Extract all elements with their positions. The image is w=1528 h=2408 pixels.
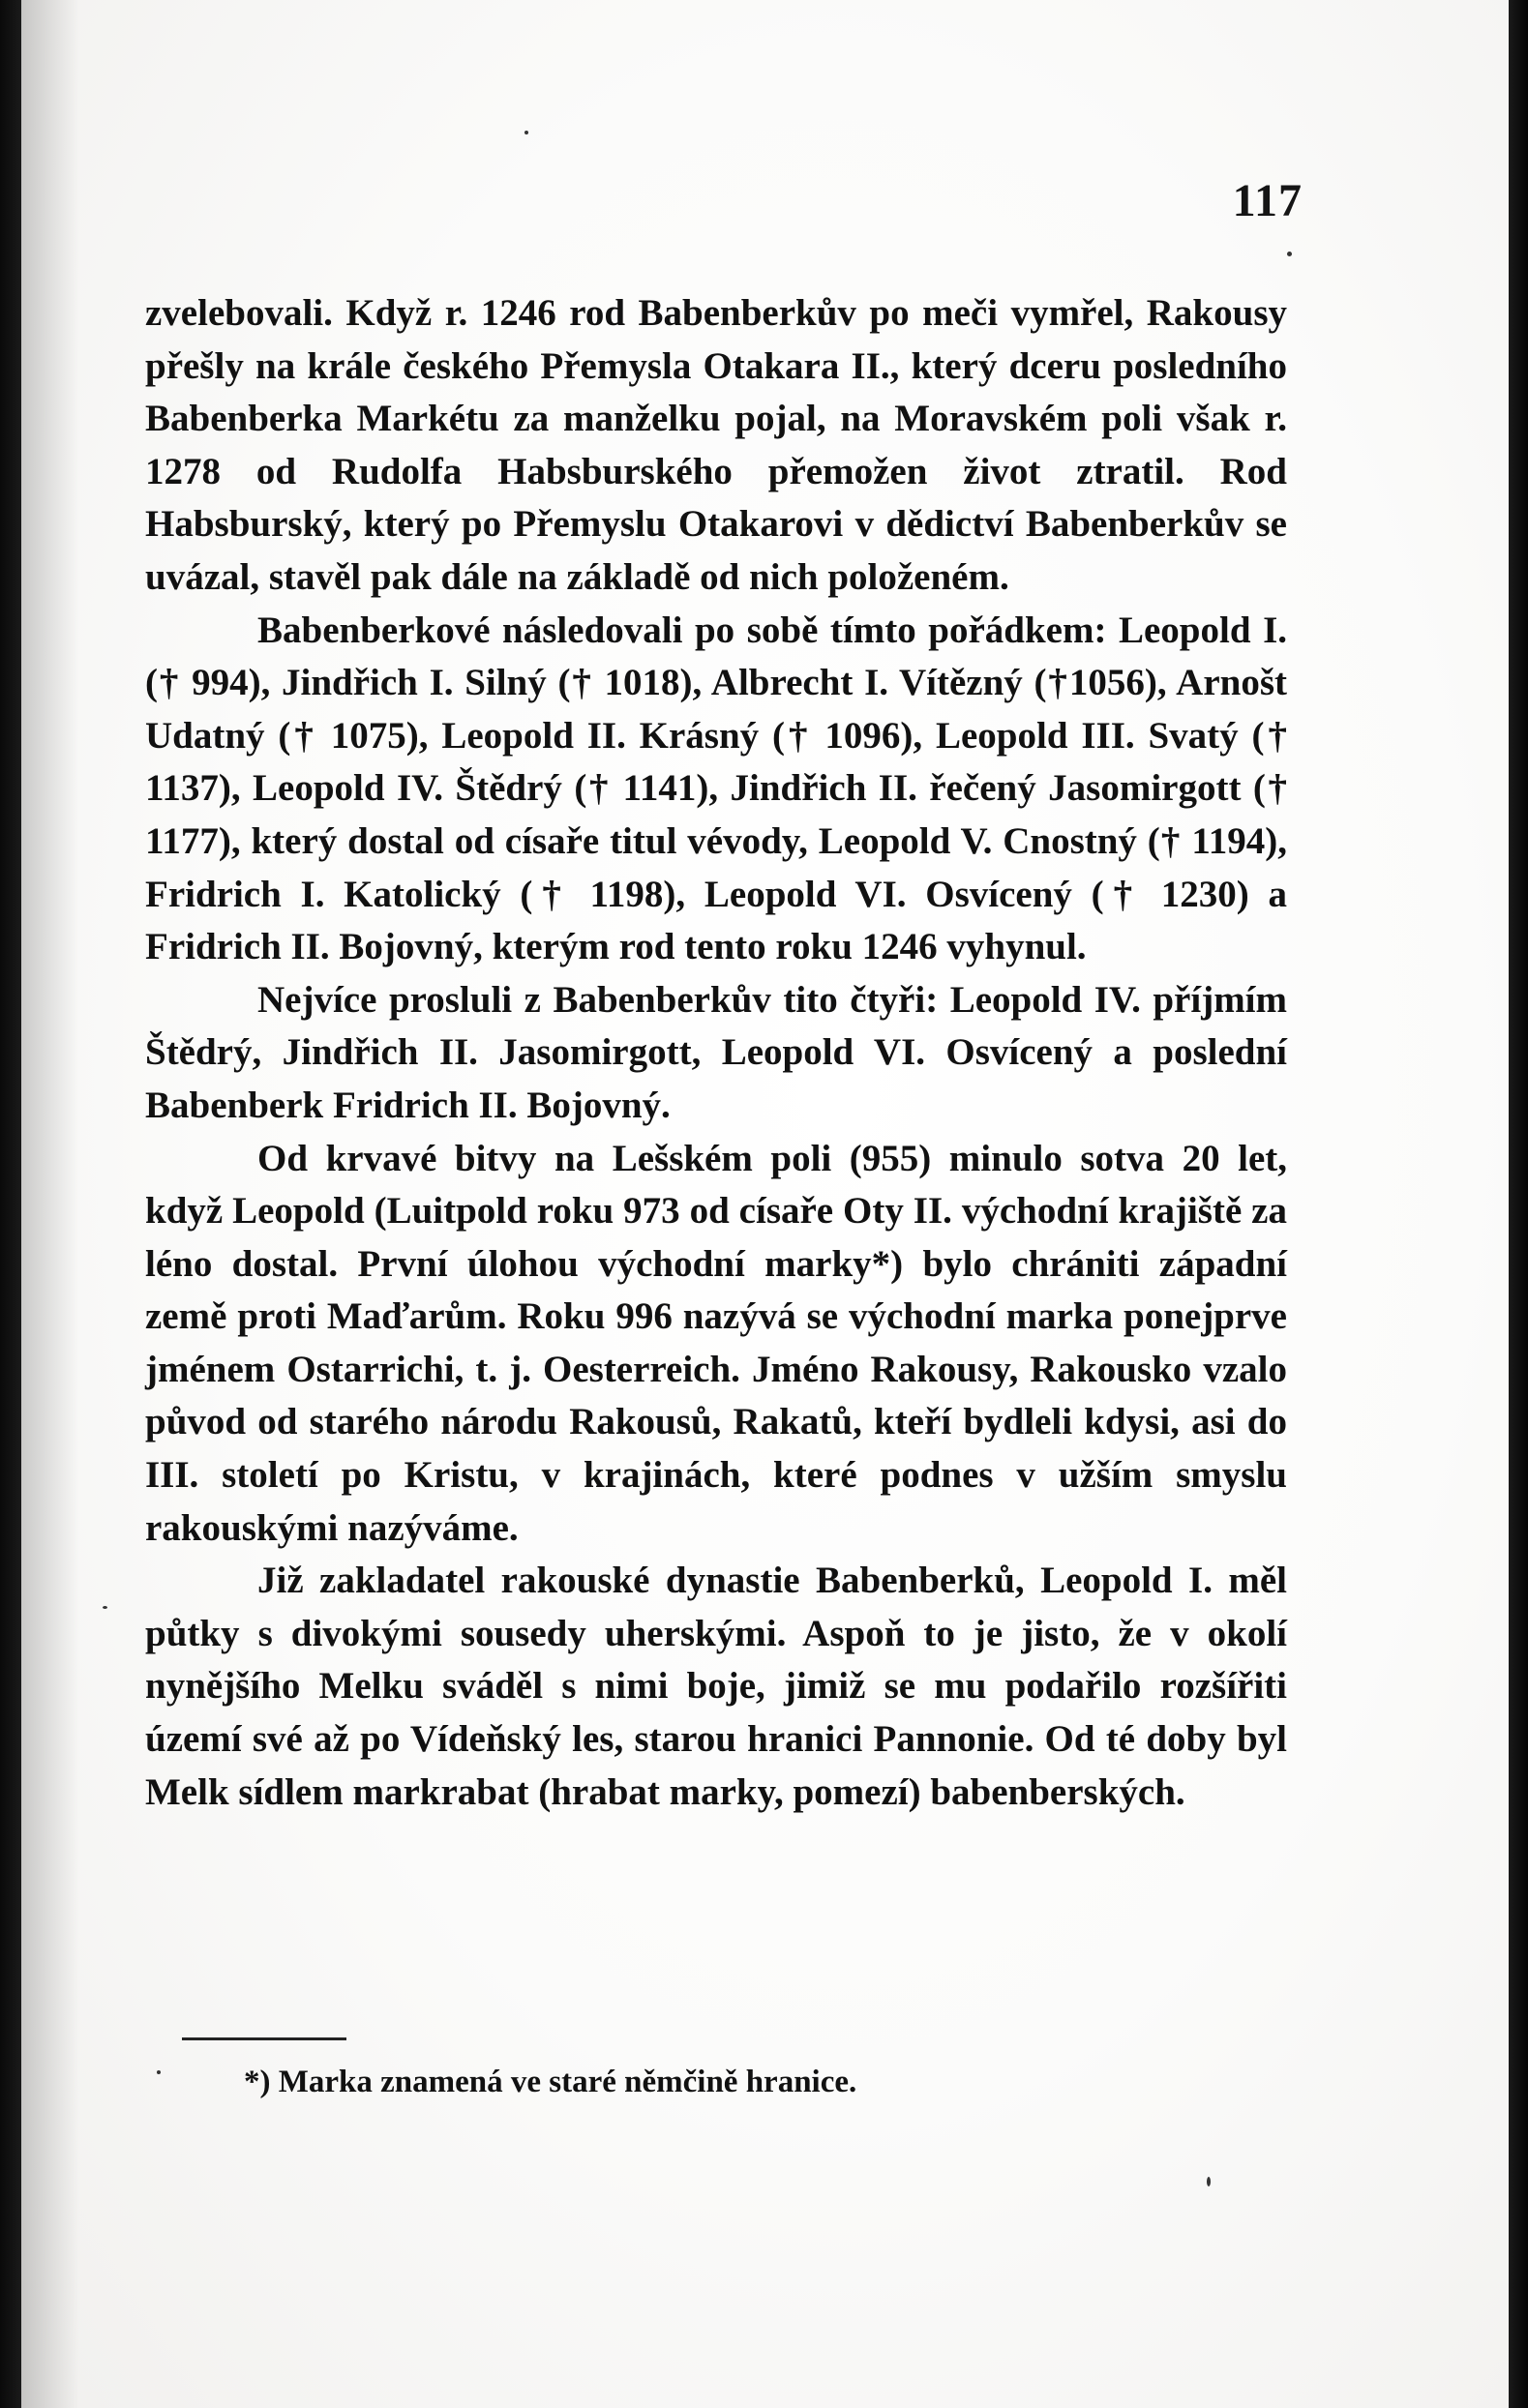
paragraph-2: Babenberkové následovali po sobě tímto pořádkem: Leopold I. († 994), Jindřich I. Silný († 1018), Albrecht I. Vítězný (†1056), Arnošt Udatný († 1075), Leopold II. Krásný († 1096), Leopold III. Svatý († 1137), Leopold IV. Štědrý († 1141), Jindřich II. řečený Jasomirgott († 1177), který dostal od císaře titul vévody, Leopold V. Cnostný († 1194), Fridrich I. Katolický († 1198), Leopold VI. Osvícený († 1230) a Fridrich II. Bojovný, kterým rod tento roku 1246 vyhynul. <box>145 609 1287 968</box>
paragraph-3: Nejvíce prosluli z Babenberkův tito čtyři: Leopold IV. příjmím Štědrý, Jindřich II. Jasomirgott, Leopold VI. Osvícený a poslední Babenberk Fridrich II. Bojovný. <box>145 978 1287 1126</box>
scan-speck <box>1207 2177 1211 2186</box>
scan-speck <box>103 1606 107 1609</box>
paragraph-4: Od krvavé bitvy na Lešském poli (955) minulo sotva 20 let, když Leopold (Luitpold roku 973 od císaře Oty II. východní krajiště za léno dostal. První úlohou východní marky*) bylo chrániti západní země proti Maďarům. Roku 996 nazývá se východní marka ponejprve jménem Ostarrichi, t. j. Oesterreich. Jméno Rakousy, Rakousko vzalo původ od starého národu Rakousů, Rakatů, kteří bydleli kdysi, asi do III. století po Kristu, v krajinách, které podnes v užším smyslu rakouskými nazýváme. <box>145 1137 1287 1549</box>
scan-speck <box>1287 252 1292 256</box>
gutter-shadow <box>21 0 79 2408</box>
footnote-divider <box>182 2037 346 2040</box>
paragraph-5: Již zakladatel rakouské dynastie Babenberků, Leopold I. měl půtky s divokými sousedy uherskými. Aspoň to je jisto, že v okolí nynějšího Melku sváděl s nimi boje, jimiž se mu podařilo rozšířiti území své až po Vídeňský les, starou hranici Pannonie. Od té doby byl Melk sídlem markrabat (hrabat marky, pomezí) babenberských. <box>145 1560 1287 1813</box>
book-page <box>21 0 1509 2408</box>
page-number: 117 <box>1232 175 1303 226</box>
scan-speck <box>524 131 528 134</box>
footnote: *) Marka znamená ve staré němčině hranice. <box>244 2065 857 2099</box>
scan-edge-right <box>1509 0 1528 2408</box>
body-text <box>145 287 1287 1819</box>
scan-edge-left <box>0 0 21 2408</box>
paragraph-1: zvelebovali. Když r. 1246 rod Babenberkův po meči vymřel, Rakousy přešly na krále českého Přemysla Otakara II., který dceru posledního Babenberka Markétu za manželku pojal, na Moravském poli však r. 1278 od Rudolfa Habsburského přemožen život ztratil. Rod Habsburský, který po Přemyslu Otakarovi v dědictví Babenberkův se uvázal, stavěl pak dále na základě od nich položeném. <box>145 292 1287 598</box>
scan-speck <box>157 2070 161 2074</box>
